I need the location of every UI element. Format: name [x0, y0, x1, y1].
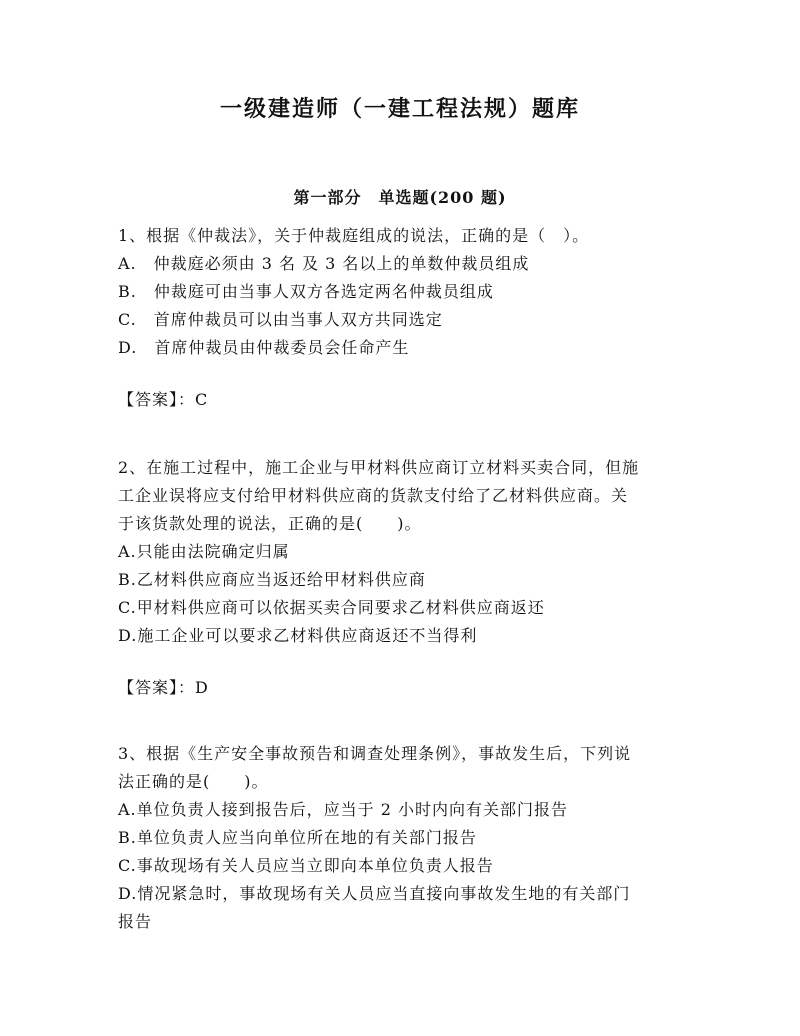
question-1-option-d: D. 首席仲裁员由仲裁委员会任命产生	[118, 338, 410, 357]
question-2-stem-line-3: 于该货款处理的说法，正确的是( )。	[118, 514, 422, 533]
question-2-option-c: C.甲材料供应商可以依据买卖合同要求乙材料供应商返还	[118, 598, 545, 617]
question-3-stem-line-1: 3、根据《生产安全事故预告和调查处理条例》，事故发生后，下列说	[118, 744, 632, 763]
question-3-option-d-continuation: 报告	[118, 912, 153, 931]
question-3-option-a: A.单位负责人接到报告后，应当于 2 小时内向有关部门报告	[118, 800, 568, 819]
question-3-stem-line-2: 法正确的是( )。	[118, 772, 269, 791]
question-2-option-a: A.只能由法院确定归属	[118, 542, 290, 561]
question-2-answer: 【答案】：D	[118, 678, 209, 697]
question-1-answer: 【答案】：C	[118, 390, 209, 409]
question-1	[118, 222, 693, 362]
question-3	[118, 740, 693, 936]
question-2-option-b: B.乙材料供应商应当返还给甲材料供应商	[118, 570, 426, 589]
question-1-option-b: B. 仲裁庭可由当事人双方各选定两名仲裁员组成	[118, 282, 494, 301]
question-3-option-c: C.事故现场有关人员应当立即向本单位负责人报告	[118, 856, 494, 875]
document-title: 一级建造师（一建工程法规）题库	[219, 96, 580, 122]
question-3-option-d: D.情况紧急时，事故现场有关人员应当直接向事故发生地的有关部门	[118, 884, 631, 903]
question-1-stem: 1、根据《仲裁法》，关于仲裁庭组成的说法，正确的是（ ）。	[118, 226, 590, 245]
section-title: 第一部分 单选题(200 题)	[293, 188, 507, 207]
question-1-option-a: A. 仲裁庭必须由 3 名 及 3 名以上的单数仲裁员组成	[118, 254, 530, 273]
question-2-stem-line-2: 工企业误将应支付给甲材料供应商的货款支付给了乙材料供应商。关	[118, 486, 629, 505]
question-2	[118, 454, 693, 650]
question-2-stem-line-1: 2、在施工过程中，施工企业与甲材料供应商订立材料买卖合同，但施	[118, 458, 640, 477]
question-3-option-b: B.单位负责人应当向单位所在地的有关部门报告	[118, 828, 477, 847]
question-2-option-d: D.施工企业可以要求乙材料供应商返还不当得利	[118, 626, 478, 645]
question-1-option-c: C. 首席仲裁员可以由当事人双方共同选定	[118, 310, 443, 329]
